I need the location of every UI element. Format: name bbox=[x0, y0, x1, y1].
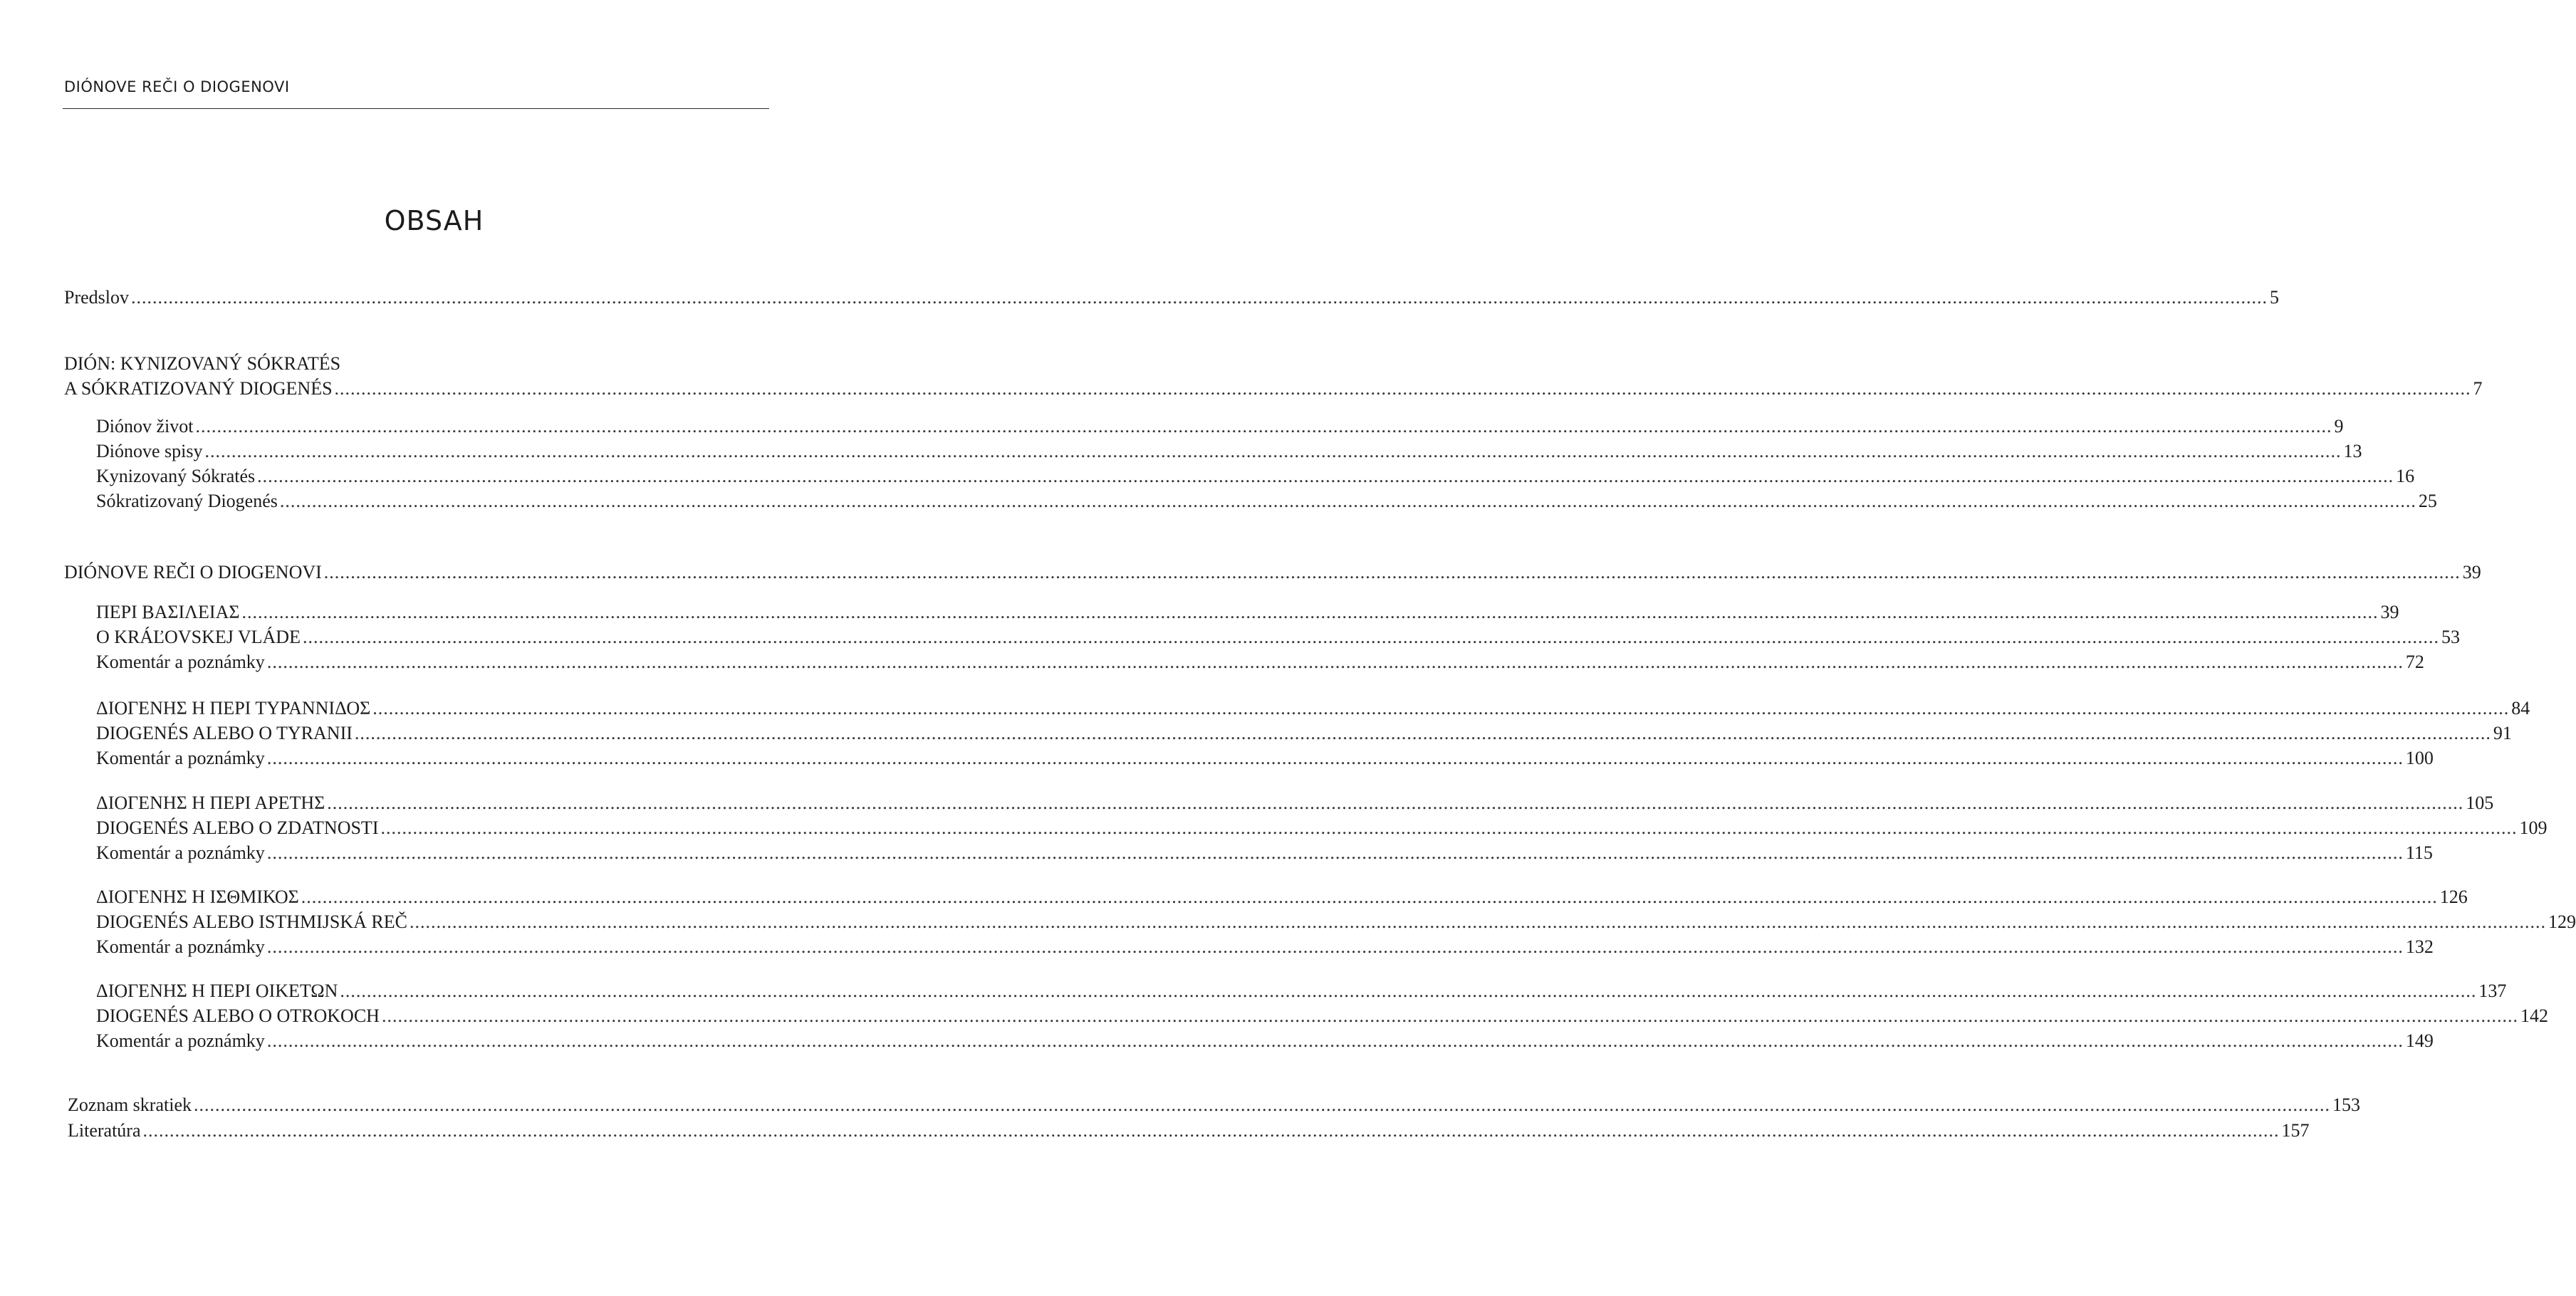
dot-leader: ................................................................................................................................................................................................................................................................................................................................................................................................................ bbox=[142, 1120, 2280, 1141]
toc-entry[interactable] bbox=[96, 697, 2530, 720]
toc-entry-label: ΔΙΟΓΕΝΗΣ Η ΠΕΡΙ ΑΡΕΤΗΣ bbox=[96, 793, 325, 813]
toc-entry[interactable] bbox=[96, 980, 2507, 1003]
toc-page-number: 5 bbox=[2270, 287, 2279, 308]
toc-page-number: 137 bbox=[2478, 981, 2507, 1001]
toc-entry-label: DIOGENÉS ALEBO O OTROKOCH bbox=[96, 1005, 380, 1026]
toc-entry-label: DIOGENÉS ALEBO O TYRANII bbox=[96, 723, 353, 743]
toc-page-number: 9 bbox=[2334, 416, 2344, 437]
toc-section-heading-line1[interactable] bbox=[64, 352, 775, 375]
toc-page-number: 100 bbox=[2405, 748, 2434, 768]
dot-leader: ................................................................................................................................................................................................................................................................................................................................................................................................................ bbox=[340, 981, 2477, 1001]
toc-entry-label: Zoznam skratiek bbox=[68, 1094, 192, 1115]
toc-entry-literatura[interactable] bbox=[68, 1119, 2310, 1142]
dot-leader: ................................................................................................................................................................................................................................................................................................................................................................................................................ bbox=[266, 936, 2404, 957]
toc-entry[interactable] bbox=[96, 415, 2344, 438]
toc-entry-label: Literatúra bbox=[68, 1120, 141, 1141]
dot-leader: ................................................................................................................................................................................................................................................................................................................................................................................................................ bbox=[195, 416, 2332, 437]
toc-page-number: 129 bbox=[2548, 911, 2576, 932]
toc-entry-label: ΔΙΟΓΕΝΗΣ Η ΙΣΘΜΙΚΟΣ bbox=[96, 887, 299, 907]
toc-entry[interactable] bbox=[96, 842, 2433, 864]
dot-leader: ................................................................................................................................................................................................................................................................................................................................................................................................................ bbox=[266, 1030, 2404, 1051]
toc-entry[interactable] bbox=[96, 722, 2512, 745]
running-head: DIÓNOVE REČI O DIOGENOVI bbox=[64, 78, 290, 95]
toc-entry[interactable] bbox=[96, 651, 2424, 674]
toc-entry-label: A SÓKRATIZOVANÝ DIOGENÉS bbox=[64, 378, 333, 399]
toc-entry[interactable] bbox=[96, 911, 2576, 934]
toc-page-number: 72 bbox=[2405, 652, 2424, 672]
toc-entry-label: O KRÁĽOVSKEJ VLÁDE bbox=[96, 627, 301, 647]
dot-leader: ................................................................................................................................................................................................................................................................................................................................................................................................................ bbox=[241, 602, 2379, 622]
toc-page-number: 105 bbox=[2466, 793, 2494, 813]
dot-leader: ................................................................................................................................................................................................................................................................................................................................................................................................................ bbox=[131, 287, 2268, 308]
dot-leader: ................................................................................................................................................................................................................................................................................................................................................................................................................ bbox=[302, 627, 2439, 647]
dot-leader: ................................................................................................................................................................................................................................................................................................................................................................................................................ bbox=[323, 562, 2461, 582]
toc-entry[interactable] bbox=[96, 1005, 2548, 1028]
toc-entry-label: Komentár a poznámky bbox=[96, 842, 265, 863]
toc-entry-label: Diónove spisy bbox=[96, 441, 203, 461]
toc-entry[interactable] bbox=[96, 626, 2460, 649]
toc-entry-label: DIOGENÉS ALEBO O ZDATNOSTI bbox=[96, 817, 379, 838]
toc-entry-label: ΔΙΟΓΕΝΗΣ Η ΠΕΡΙ ΤΥΡΑΝΝΙΔΟΣ bbox=[96, 698, 371, 718]
toc-page-number: 39 bbox=[2380, 602, 2399, 622]
toc-page-number: 7 bbox=[2473, 378, 2483, 399]
toc-entry[interactable] bbox=[96, 817, 2548, 840]
toc-entry-label: Kynizovaný Sókratés bbox=[96, 466, 256, 486]
dot-leader: ................................................................................................................................................................................................................................................................................................................................................................................................................ bbox=[204, 441, 2342, 461]
toc-page-number: 53 bbox=[2441, 627, 2460, 647]
toc-entry[interactable] bbox=[96, 440, 2362, 463]
dot-leader: ................................................................................................................................................................................................................................................................................................................................................................................................................ bbox=[354, 723, 2491, 743]
toc-entry[interactable] bbox=[96, 886, 2468, 909]
toc-entry-label: Sókratizovaný Diogenés bbox=[96, 491, 278, 511]
dot-leader: ................................................................................................................................................................................................................................................................................................................................................................................................................ bbox=[409, 911, 2546, 932]
dot-leader: ................................................................................................................................................................................................................................................................................................................................................................................................................ bbox=[266, 652, 2404, 672]
toc-entry-zoznam-skratiek[interactable] bbox=[68, 1094, 2360, 1117]
toc-page-number: 157 bbox=[2281, 1120, 2310, 1141]
toc-section-dion[interactable] bbox=[64, 377, 2483, 400]
toc-entry-label: Komentár a poznámky bbox=[96, 936, 265, 957]
toc-entry-label: DIÓN: KYNIZOVANÝ SÓKRATÉS bbox=[64, 353, 341, 374]
toc-entry-label: Komentár a poznámky bbox=[96, 1030, 265, 1051]
toc-page-number: 39 bbox=[2462, 562, 2481, 582]
toc-page-number: 142 bbox=[2520, 1005, 2548, 1026]
toc-entry-label: Komentár a poznámky bbox=[96, 652, 265, 672]
toc-entry[interactable] bbox=[96, 601, 2399, 624]
toc-entry[interactable] bbox=[96, 465, 2415, 488]
toc-entry-label: Komentár a poznámky bbox=[96, 748, 265, 768]
dot-leader: ................................................................................................................................................................................................................................................................................................................................................................................................................ bbox=[301, 887, 2438, 907]
toc-page-number: 132 bbox=[2405, 936, 2434, 957]
toc-entry-label: ΔΙΟΓΕΝΗΣ Η ΠΕΡΙ ΟΙΚΕΤΩΝ bbox=[96, 981, 338, 1001]
toc-entry[interactable] bbox=[96, 747, 2434, 770]
toc-entry[interactable] bbox=[96, 936, 2434, 958]
dot-leader: ................................................................................................................................................................................................................................................................................................................................................................................................................ bbox=[266, 748, 2404, 768]
toc-page-number: 84 bbox=[2511, 698, 2530, 718]
toc-entry[interactable] bbox=[96, 1030, 2434, 1052]
toc-page-number: 16 bbox=[2396, 466, 2415, 486]
dot-leader: ................................................................................................................................................................................................................................................................................................................................................................................................................ bbox=[380, 817, 2518, 838]
dot-leader: ................................................................................................................................................................................................................................................................................................................................................................................................................ bbox=[372, 698, 2510, 718]
toc-entry[interactable] bbox=[96, 490, 2437, 513]
dot-leader: ................................................................................................................................................................................................................................................................................................................................................................................................................ bbox=[257, 466, 2394, 486]
toc-entry-label: ΠΕΡΙ ΒΑΣΙΛΕΙΑΣ bbox=[96, 602, 240, 622]
dot-leader: ................................................................................................................................................................................................................................................................................................................................................................................................................ bbox=[266, 842, 2404, 863]
toc-page-number: 25 bbox=[2418, 491, 2437, 511]
page-title: OBSAH bbox=[384, 205, 484, 236]
toc-entry-label: Predslov bbox=[64, 287, 129, 308]
running-head-rule bbox=[63, 108, 769, 109]
dot-leader: ................................................................................................................................................................................................................................................................................................................................................................................................................ bbox=[327, 793, 2464, 813]
toc-page-number: 126 bbox=[2439, 887, 2468, 907]
toc-page-number: 13 bbox=[2343, 441, 2362, 461]
toc-entry[interactable] bbox=[96, 792, 2494, 815]
dot-leader: ................................................................................................................................................................................................................................................................................................................................................................................................................ bbox=[279, 491, 2416, 511]
toc-page-number: 115 bbox=[2405, 842, 2433, 863]
toc-page-number: 149 bbox=[2405, 1030, 2434, 1051]
toc-page-number: 91 bbox=[2493, 723, 2512, 743]
toc-page-number: 153 bbox=[2332, 1094, 2360, 1115]
dot-leader: ................................................................................................................................................................................................................................................................................................................................................................................................................ bbox=[334, 378, 2471, 399]
toc-entry-label: DIOGENÉS ALEBO ISTHMIJSKÁ REČ bbox=[96, 911, 407, 932]
toc-entry-label: DIÓNOVE REČI O DIOGENOVI bbox=[64, 562, 322, 582]
toc-section-dionove-reci[interactable] bbox=[64, 561, 2481, 584]
dot-leader: ................................................................................................................................................................................................................................................................................................................................................................................................................ bbox=[194, 1094, 2330, 1115]
toc-entry-predslov[interactable] bbox=[64, 286, 2279, 309]
toc-entry-label: Diónov život bbox=[96, 416, 194, 437]
toc-page-number: 109 bbox=[2519, 817, 2548, 838]
dot-leader: ................................................................................................................................................................................................................................................................................................................................................................................................................ bbox=[381, 1005, 2518, 1026]
